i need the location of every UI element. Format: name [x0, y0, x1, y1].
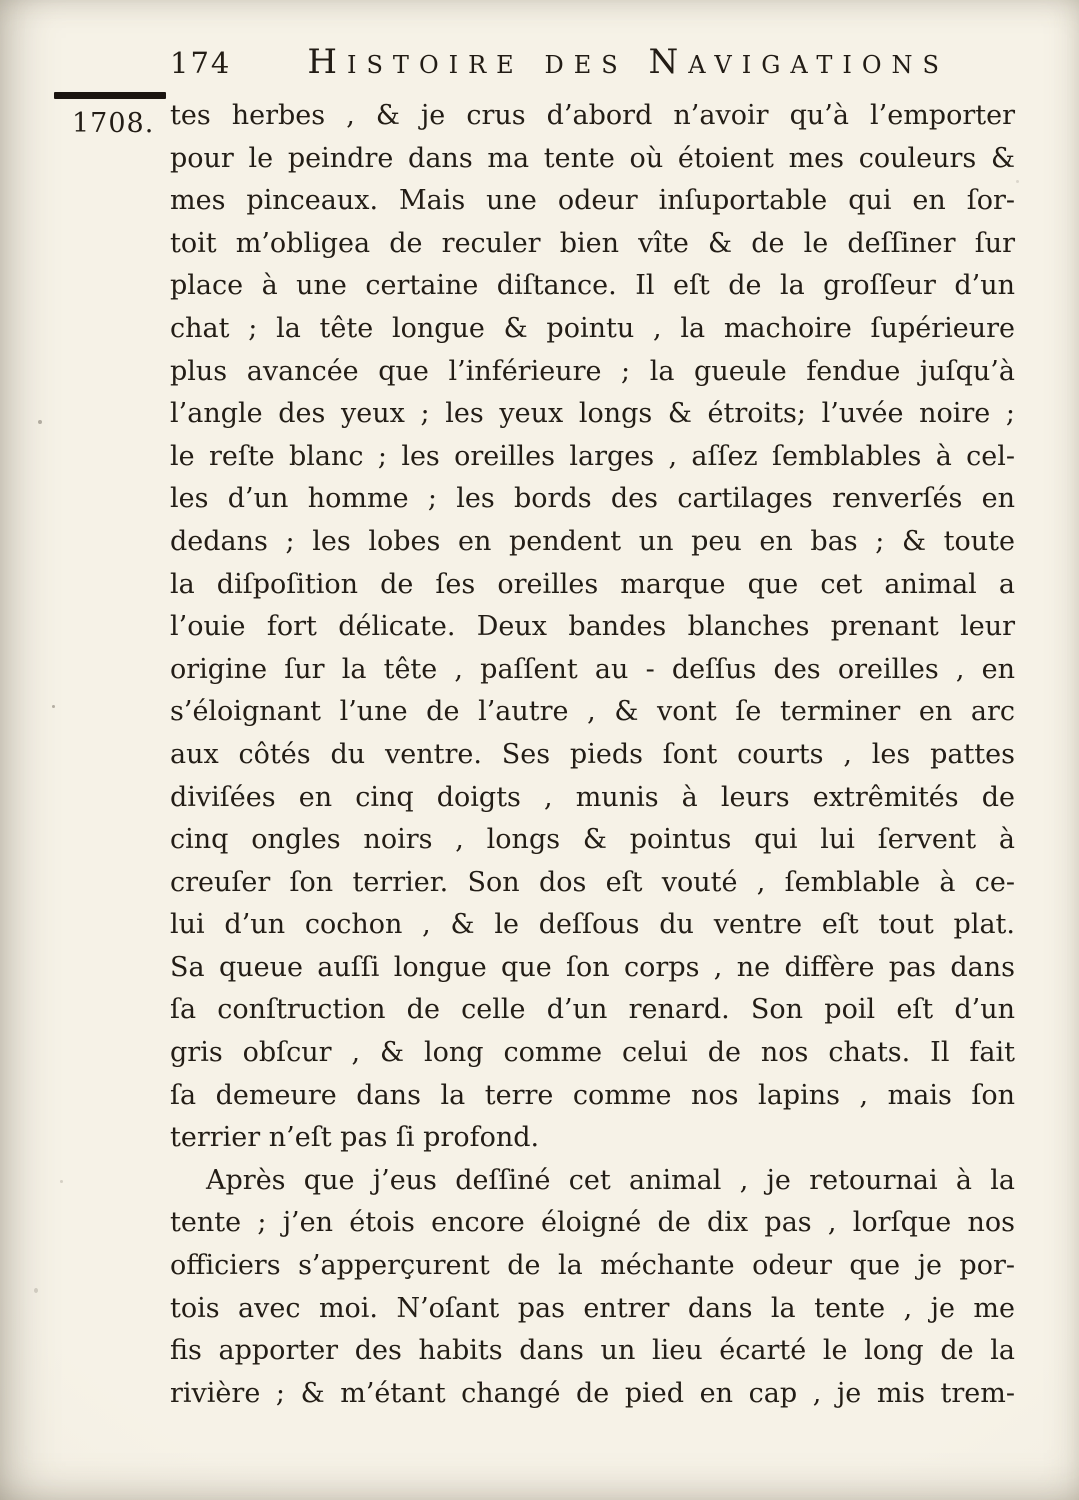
- text-line: ſa demeure dans la terre comme nos lapins , mais ſon: [170, 1079, 1015, 1111]
- text-line: terrier n’eſt pas ſi profond.: [170, 1122, 540, 1154]
- margin-note: [54, 92, 174, 139]
- text-line: chat ; la tête longue & pointu , la machoire ſupérieure: [170, 312, 1015, 344]
- text-line: Après que j’eus deſſiné cet animal , je retournai à la: [206, 1164, 1015, 1196]
- text-line: dedans ; les lobes en pendent un peu en bas ; & toute: [170, 525, 1015, 557]
- paper-speck: [60, 1180, 63, 1183]
- text-line: tois avec moi. N’oſant pas entrer dans la tente , je me: [170, 1292, 1015, 1324]
- text-line: le reſte blanc ; les oreilles larges , aſſez ſemblables à cel-: [170, 440, 1015, 472]
- text-line: pour le peindre dans ma tente où étoient mes couleurs &: [170, 142, 1015, 174]
- text-line: Sa queue auſſi longue que ſon corps , ne diffère pas dans: [170, 951, 1015, 983]
- text-line: officiers s’apperçurent de la méchante odeur que je por-: [170, 1250, 1015, 1282]
- paper-speck: [38, 420, 42, 424]
- text-line: l’angle des yeux ; les yeux longs & étroits; l’uvée noire ;: [170, 398, 1015, 430]
- text-line: rivière ; & m’étant changé de pied en cap , je mis trem-: [170, 1377, 1015, 1409]
- text-line: diviſées en cinq doigts , munis à leurs extrêmités de: [170, 781, 1015, 813]
- text-line: tes herbes , & je crus d’abord n’avoir qu’à l’emporter: [170, 100, 1015, 131]
- text-line: tente ; j’en étois encore éloigné de dix pas , lorſque nos: [170, 1207, 1015, 1239]
- page-body: [170, 95, 1015, 1415]
- page-header: [170, 42, 1015, 82]
- text-line: l’ouie fort délicate. Deux bandes blanches prenant leur: [170, 611, 1015, 643]
- text-line: cinq ongles noirs , longs & pointus qui lui ſervent à: [170, 824, 1015, 856]
- text-line: ſa conſtruction de celle d’un renard. Son poil eſt d’un: [170, 994, 1015, 1026]
- page-number: 174: [170, 46, 232, 80]
- paper-speck: [52, 705, 55, 708]
- text-line: place à une certaine diſtance. Il eſt de la groſſeur d’un: [170, 270, 1015, 302]
- text-line: toit m’obligea de reculer bien vîte & de le deſſiner ſur: [170, 227, 1015, 259]
- text-line: lui d’un cochon , & le deſſous du ventre eſt tout plat.: [170, 909, 1015, 941]
- text-line: origine ſur la tête , paſſent au - deſſus des oreilles , en: [170, 653, 1015, 685]
- text-line: la diſpoſition de ſes oreilles marque que cet animal a: [170, 568, 1015, 600]
- margin-rule: [54, 92, 166, 99]
- running-title: Histoire des Navigations: [307, 42, 949, 82]
- paper-speck: [1016, 180, 1019, 183]
- text-line: creuſer ſon terrier. Son dos eſt vouté , ſemblable à ce-: [170, 866, 1015, 898]
- text-line: gris obſcur , & long comme celui de nos chats. Il fait: [170, 1037, 1015, 1069]
- text-line: mes pinceaux. Mais une odeur inſuportable qui en ſor-: [170, 185, 1015, 217]
- text-line: s’éloignant l’une de l’autre , & vont ſe terminer en arc: [170, 696, 1015, 728]
- text-line: fis apporter des habits dans un lieu écarté le long de la: [170, 1335, 1015, 1367]
- margin-year: 1708.: [72, 108, 155, 139]
- text-line: les d’un homme ; les bords des cartilages renverſés en: [170, 483, 1015, 515]
- text-line: aux côtés du ventre. Ses pieds ſont courts , les pattes: [170, 738, 1015, 770]
- text-line: plus avancée que l’inférieure ; la gueule fendue juſqu’à: [170, 355, 1015, 387]
- paper-speck: [34, 1288, 38, 1293]
